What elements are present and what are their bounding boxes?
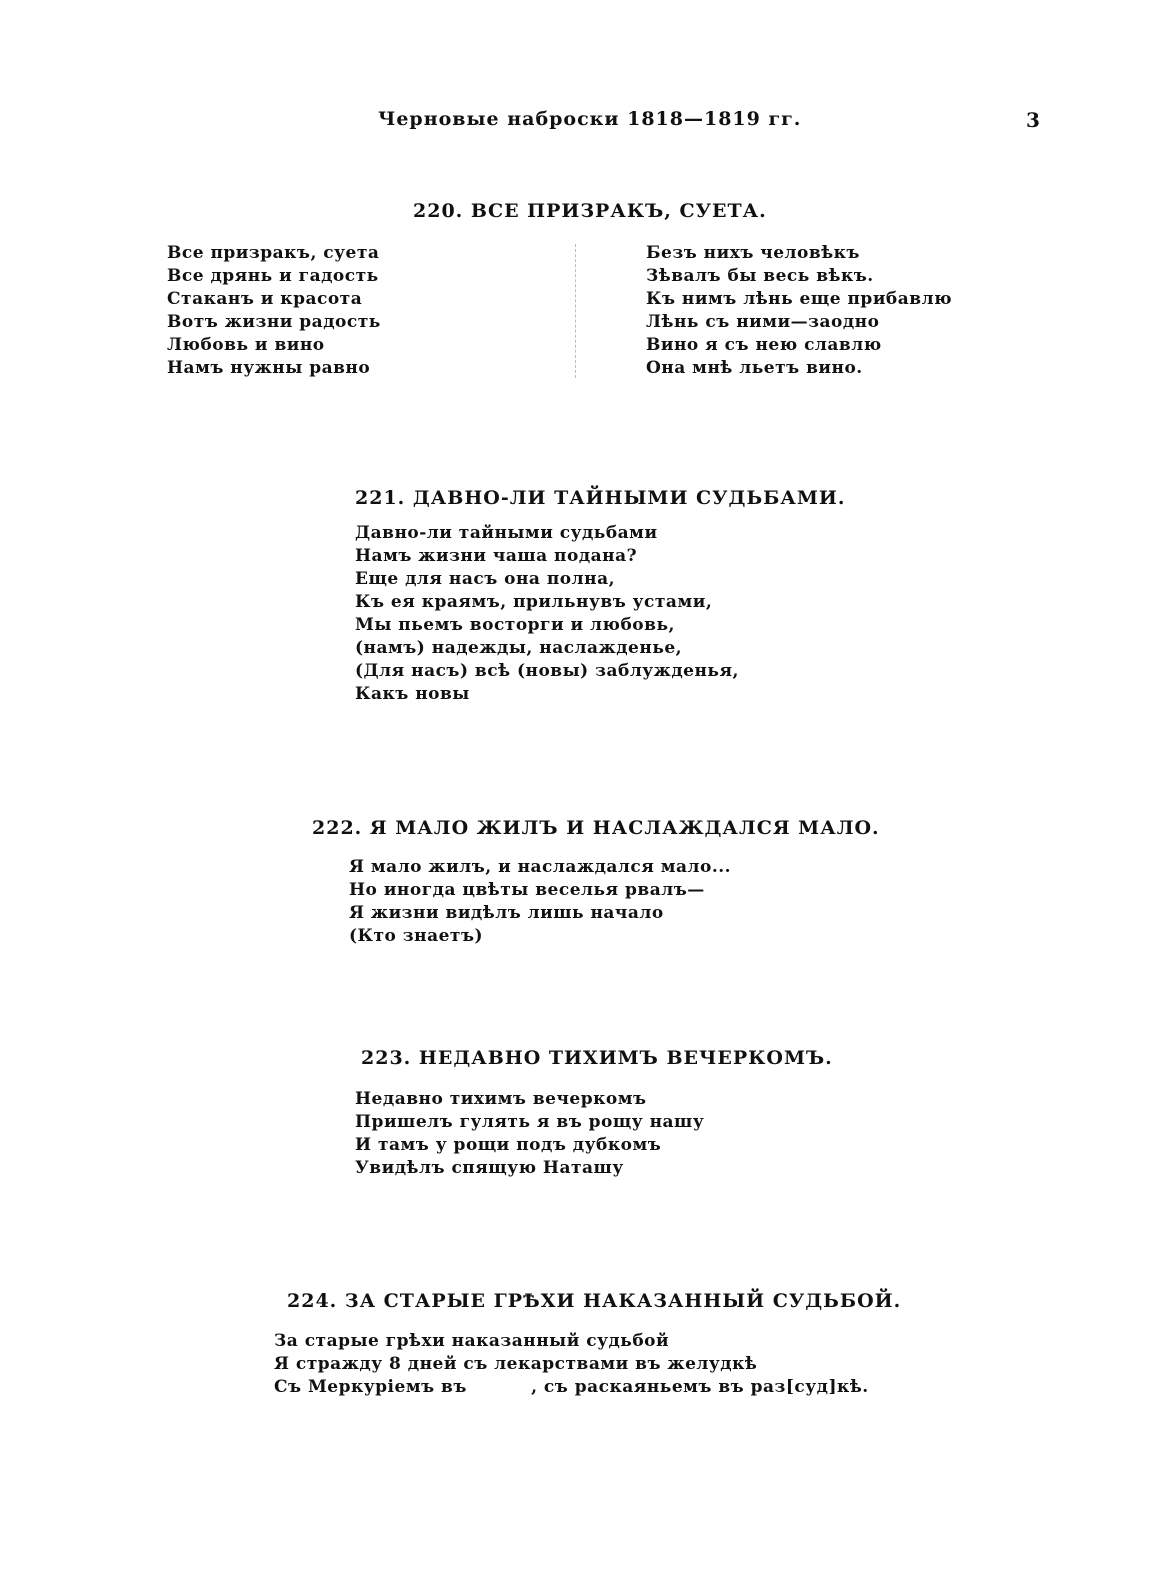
poem-222-text <box>349 856 731 948</box>
verse-line: Она мнѣ льетъ вино. <box>646 358 863 378</box>
verse-line: Я жизни видѣлъ лишь начало <box>349 903 664 923</box>
verse-line: Намъ жизни чаша подана? <box>355 546 638 566</box>
verse-line: Намъ нужны равно <box>167 358 371 378</box>
verse-line: Съ Меркуріемъ въ , съ раскаяньемъ въ раз[суд]кѣ. <box>274 1377 869 1397</box>
verse-line: (намъ) надежды, наслажденье, <box>355 638 683 658</box>
verse-line: Какъ новы <box>355 684 470 704</box>
verse-line: Стаканъ и красота <box>167 289 363 309</box>
verse-line: Увидѣлъ спящую Наташу <box>355 1158 624 1178</box>
poem-223-text <box>355 1088 704 1180</box>
verse-line: За старые грѣхи наказанный судьбой <box>274 1331 670 1351</box>
verse-line: Вино я съ нею славлю <box>646 335 882 355</box>
verse-line: Все дрянь и гадость <box>167 266 379 286</box>
poem-title: 222. Я МАЛО ЖИЛЪ И НАСЛАЖДАЛСЯ МАЛО. <box>312 817 880 839</box>
poem-title: 220. ВСЕ ПРИЗРАКЪ, СУЕТА. <box>413 200 767 222</box>
verse-line: Зѣвалъ бы весь вѣкъ. <box>646 266 874 286</box>
verse-line: Все призракъ, суета <box>167 243 380 263</box>
poem-221-text <box>355 522 739 706</box>
verse-line: Я стражду 8 дней съ лекарствами въ желудкѣ <box>274 1354 758 1374</box>
verse-line: Мы пьемъ восторги и любовь, <box>355 615 675 635</box>
poem-224-text <box>274 1330 869 1399</box>
verse-line: Пришелъ гулять я въ рощу нашу <box>355 1112 705 1132</box>
poem-220-right-column <box>646 242 952 380</box>
column-divider <box>575 244 576 378</box>
verse-line: Лѣнь съ ними—заодно <box>646 312 880 332</box>
verse-line: Давно-ли тайными судьбами <box>355 523 658 543</box>
page-number: 3 <box>1026 108 1040 132</box>
verse-line: Безъ нихъ человѣкъ <box>646 243 860 263</box>
verse-line: Къ нимъ лѣнь еще прибавлю <box>646 289 953 309</box>
verse-line: (Для насъ) всѣ (новы) заблужденья, <box>355 661 739 681</box>
verse-line: Недавно тихимъ вечеркомъ <box>355 1089 647 1109</box>
verse-line: Къ ея краямъ, прильнувъ устами, <box>355 592 713 612</box>
verse-line: Еще для насъ она полна, <box>355 569 616 589</box>
poem-220-left-column <box>167 242 381 380</box>
verse-line: Вотъ жизни радость <box>167 312 381 332</box>
poem-title: 224. ЗА СТАРЫЕ ГРѢХИ НАКАЗАННЫЙ СУДЬБОЙ. <box>287 1290 902 1312</box>
verse-line: Но иногда цвѣты веселья рвалъ— <box>349 880 705 900</box>
verse-line: Я мало жилъ, и наслаждался мало... <box>349 857 732 877</box>
verse-line: Любовь и вино <box>167 335 325 355</box>
poem-title: 221. ДАВНО-ЛИ ТАЙНЫМИ СУДЬБАМИ. <box>355 487 846 509</box>
running-head: Черновые наброски 1818—1819 гг. <box>378 108 802 130</box>
verse-line: И тамъ у рощи подъ дубкомъ <box>355 1135 662 1155</box>
poem-title: 223. НЕДАВНО ТИХИМЪ ВЕЧЕРКОМЪ. <box>361 1047 833 1069</box>
verse-line: (Кто знаетъ) <box>349 926 484 946</box>
